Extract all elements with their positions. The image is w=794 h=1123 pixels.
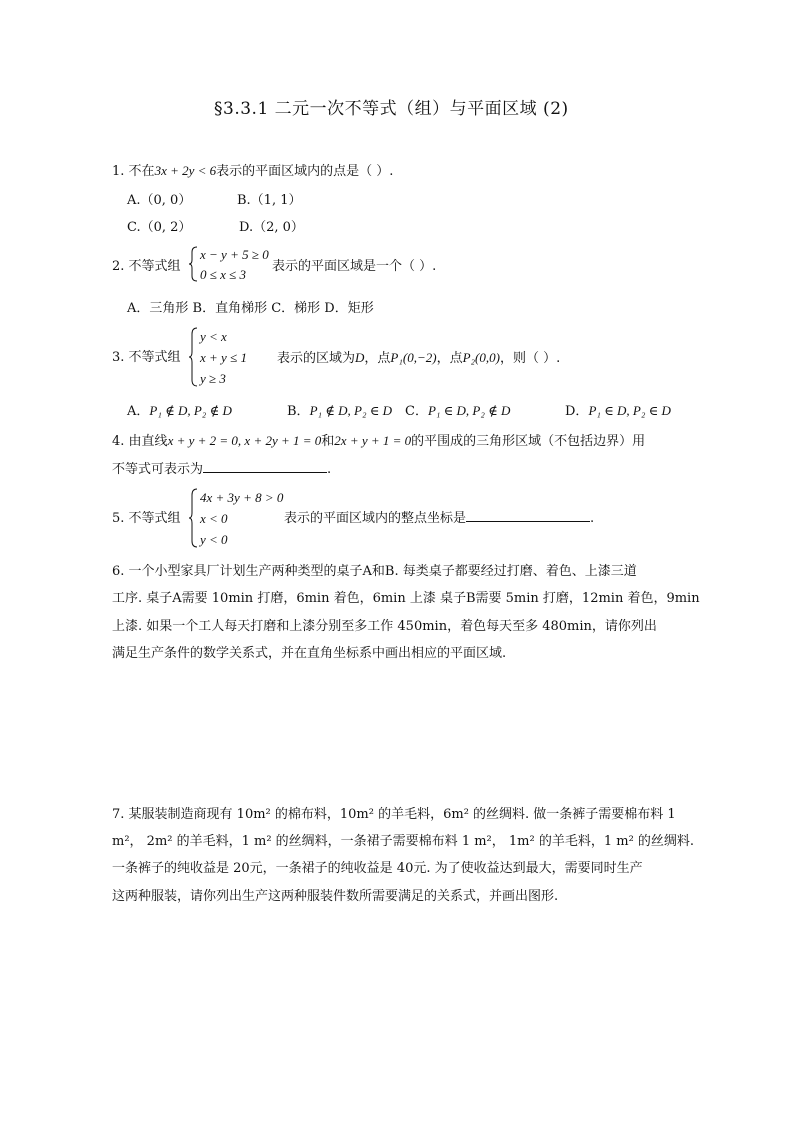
q3-post-c: ，点: [436, 351, 463, 366]
q5-post: 表示的平面区域内的整点坐标是: [284, 511, 467, 526]
q1-pre: 不在: [128, 164, 155, 179]
q3-label: [112, 351, 181, 364]
question-1: [112, 164, 393, 178]
q6-line-3: 上漆. 如果一个工人每天打磨和上漆分别至多工作 450min，着色每天至多 480min，请你列出: [112, 619, 657, 634]
q6-line-2: 工序. 桌子A需要 10min 打磨，6min 着色，6min 上漆 桌子B需要 5min 打磨，12min 着色，9min: [112, 591, 700, 606]
q1-number: 1.: [112, 164, 125, 179]
q4-answer-blank[interactable]: [203, 472, 327, 473]
q2-number: 2.: [112, 259, 125, 274]
q5-system-line-1: 4x + 3y + 8 > 0: [200, 490, 284, 505]
q7-line-1: 7. 某服装制造商现有 10m² 的棉布料，10m² 的羊毛料，6m² 的丝绸料. 做一条裤子需要棉布料 1: [112, 807, 676, 822]
q2-label: [112, 260, 181, 273]
q5-stem: [284, 512, 594, 525]
q3-option-b: [287, 404, 392, 418]
q3-number: 3.: [112, 350, 125, 365]
q1-option-a: A.（0, 0）: [127, 193, 192, 208]
q5-system-line-3: y < 0: [200, 532, 228, 547]
q1-option-d: D.（2, 0）: [239, 220, 304, 235]
q3-option-c: [405, 404, 510, 418]
page-title: §3.3.1 二元一次不等式（组）与平面区域 (2): [214, 99, 569, 119]
question-4: [112, 434, 645, 448]
q3-option-c-expr: P₁ ∈ D, P₂ ∉ D: [427, 403, 511, 418]
q5-number: 5.: [112, 511, 125, 526]
q5-system: [189, 488, 289, 548]
q4-pre: 由直线: [128, 434, 168, 449]
q3-option-d-label: D．: [565, 404, 589, 419]
q1-option-b: B.（1, 1）: [237, 193, 302, 208]
q3-point-p1: P₁(0,−2): [390, 350, 437, 365]
brace-icon: [189, 488, 199, 548]
q2-options: A．三角形 B．直角梯形 C．梯形 D．矩形: [127, 301, 374, 316]
q5-label: [112, 512, 181, 525]
brace-icon: [189, 246, 199, 282]
q3-system-line-3: y ≥ 3: [200, 371, 226, 386]
q2-system-line-1: x − y + 5 ≥ 0: [200, 247, 269, 262]
q4-line-2: [112, 463, 331, 476]
q3-system: [189, 327, 279, 387]
q3-post-b: ，点: [364, 351, 391, 366]
q1-expression: 3x + 2y < 6: [154, 163, 217, 178]
q1-post: 表示的平面区域内的点是（ ）.: [216, 164, 394, 179]
q6-line-1: 6. 一个小型家具厂计划生产两种类型的桌子A和B. 每类桌子都要经过打磨、着色、上漆三道: [112, 564, 637, 579]
q5-system-line-2: x < 0: [200, 511, 228, 526]
brace-icon: [189, 327, 199, 387]
q4-end: .: [327, 462, 332, 477]
q4-number: 4.: [112, 434, 125, 449]
q2-system: [189, 246, 279, 282]
q3-point-p2: P₂(0,0): [462, 350, 500, 365]
q7-line-4: 这两种服装，请你列出生产这两种服装件数所需要满足的关系式，并画出图形.: [112, 889, 559, 904]
q5-answer-blank[interactable]: [466, 521, 590, 522]
q3-option-a: [127, 404, 232, 418]
q2-system-line-2: 0 ≤ x ≤ 3: [200, 267, 247, 282]
q1-option-c: C.（0, 2）: [127, 220, 192, 235]
q7-line-2: m²， 2m² 的羊毛料，1 m² 的丝绸料，一条裙子需要棉布料 1 m²， 1m² 的羊毛料，1 m² 的丝绸料.: [112, 834, 695, 849]
q3-system-line-1: y < x: [200, 329, 227, 344]
q5-pre: 不等式组: [128, 511, 181, 526]
q2-post: 表示的平面区域是一个（ ）.: [272, 259, 437, 274]
q3-option-b-expr: P₁ ∉ D, P₂ ∈ D: [309, 403, 393, 418]
q4-expression-1: x + y + 2 = 0, x + 2y + 1 = 0: [167, 433, 322, 448]
q5-end: .: [590, 511, 595, 526]
q7-line-3: 一条裤子的纯收益是 20元，一条裙子的纯收益是 40元. 为了使收益达到最大，需要同时生产: [112, 861, 643, 876]
q3-region-d: D: [355, 350, 365, 365]
q3-option-a-label: A．: [127, 404, 150, 419]
q3-option-c-label: C．: [405, 404, 428, 419]
q4-mid: 和: [321, 434, 335, 449]
q4-post: 的平围成的三角形区域（不包括边界）用: [411, 434, 646, 449]
q3-post-a: 表示的区域为: [277, 351, 356, 366]
q3-option-d: [565, 404, 671, 418]
q3-system-line-2: x + y ≤ 1: [200, 350, 247, 365]
q3-pre: 不等式组: [128, 350, 181, 365]
q4-expression-2: 2x + y + 1 = 0: [334, 433, 412, 448]
q2-pre: 不等式组: [128, 259, 181, 274]
q6-line-4: 满足生产条件的数学关系式，并在直角坐标系中画出相应的平面区域.: [112, 646, 507, 661]
q3-option-b-label: B．: [287, 404, 310, 419]
q3-option-a-expr: P₁ ∉ D, P₂ ∉ D: [149, 403, 232, 418]
q3-stem: [277, 351, 560, 365]
q3-option-d-expr: P₁ ∈ D, P₂ ∈ D: [588, 403, 671, 418]
q4-line-2-text: 不等式可表示为: [112, 462, 204, 477]
q3-post-d: ，则（ ）.: [499, 351, 561, 366]
